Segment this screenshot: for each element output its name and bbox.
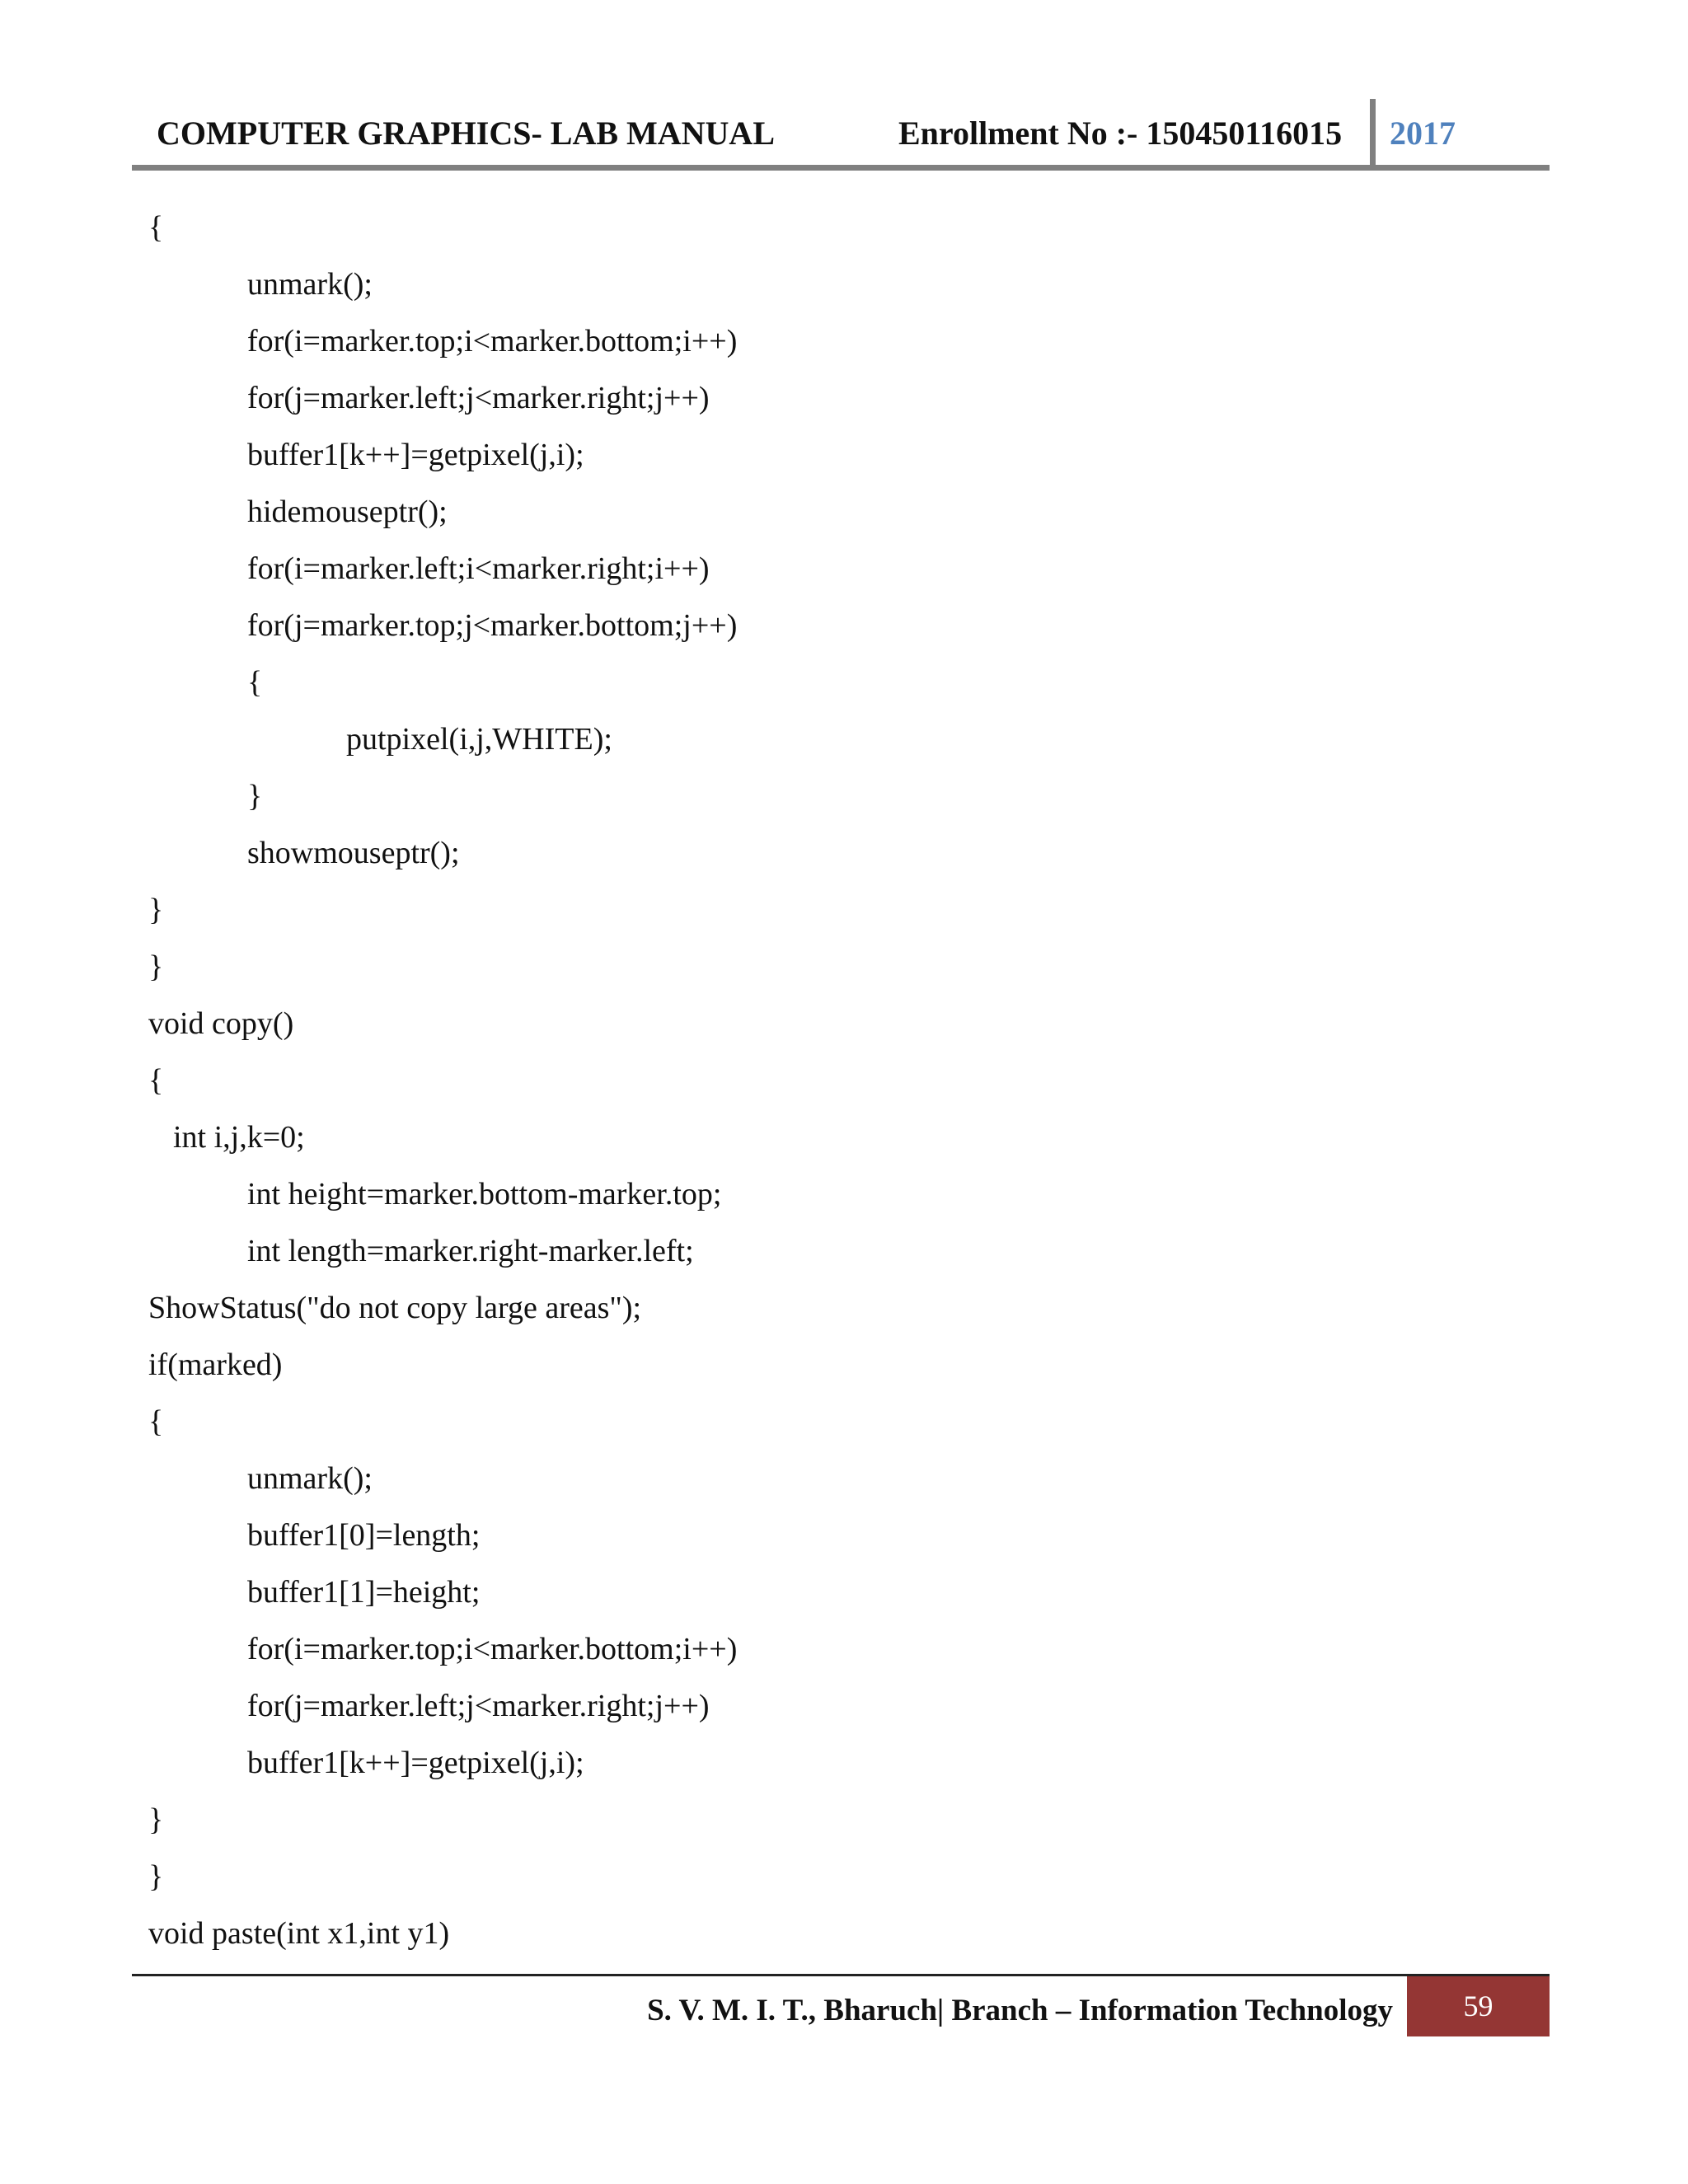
code-line: } (247, 779, 263, 813)
code-line: } (148, 949, 164, 984)
code-line: showmouseptr(); (247, 836, 460, 870)
code-line: buffer1[0]=length; (247, 1518, 481, 1553)
code-line: void paste(int x1,int y1) (148, 1916, 450, 1951)
page-header (132, 97, 1550, 171)
code-line: putpixel(i,j,WHITE); (346, 722, 612, 757)
code-line: } (148, 1859, 164, 1894)
code-line: hidemouseptr(); (247, 494, 448, 529)
code-line: for(i=marker.top;i<marker.bottom;i++) (247, 324, 738, 359)
footer-institution: S. V. M. I. T., Bharuch| Branch – Information Technology (647, 1994, 1393, 2027)
code-line: buffer1[k++]=getpixel(j,i); (247, 1746, 584, 1780)
code-line: { (247, 665, 263, 700)
code-line: for(j=marker.top;j<marker.bottom;j++) (247, 608, 738, 643)
code-line: int height=marker.bottom-marker.top; (247, 1177, 722, 1212)
code-line: void copy() (148, 1006, 294, 1041)
code-line: if(marked) (148, 1347, 283, 1382)
code-line: { (148, 210, 164, 245)
code-line: int i,j,k=0; (173, 1120, 305, 1155)
code-line: } (148, 893, 164, 927)
code-line: for(j=marker.left;j<marker.right;j++) (247, 1689, 710, 1723)
code-line: buffer1[1]=height; (247, 1575, 481, 1610)
code-line: unmark(); (247, 267, 373, 302)
page-number: 59 (1463, 1990, 1493, 2022)
footer-rule (132, 1974, 1550, 1976)
header-rule (132, 165, 1550, 171)
code-line: int length=marker.right-marker.left; (247, 1234, 694, 1268)
header-year: 2017 (1390, 115, 1456, 152)
code-listing (148, 199, 1533, 1962)
code-line: { (148, 1404, 164, 1439)
code-line: for(i=marker.top;i<marker.bottom;i++) (247, 1632, 738, 1666)
header-divider (1370, 99, 1376, 166)
code-line: for(i=marker.left;i<marker.right;i++) (247, 551, 710, 586)
code-line: { (148, 1063, 164, 1098)
header-enrollment: Enrollment No :- 150450116015 (898, 115, 1343, 152)
code-line: for(j=marker.left;j<marker.right;j++) (247, 381, 710, 415)
header-title: COMPUTER GRAPHICS- LAB MANUAL (157, 115, 775, 152)
code-line: } (148, 1802, 164, 1837)
code-line: ShowStatus("do not copy large areas"); (148, 1291, 642, 1325)
code-line: unmark(); (247, 1461, 373, 1496)
code-line: buffer1[k++]=getpixel(j,i); (247, 438, 584, 472)
page-number-box (1407, 1976, 1550, 2036)
